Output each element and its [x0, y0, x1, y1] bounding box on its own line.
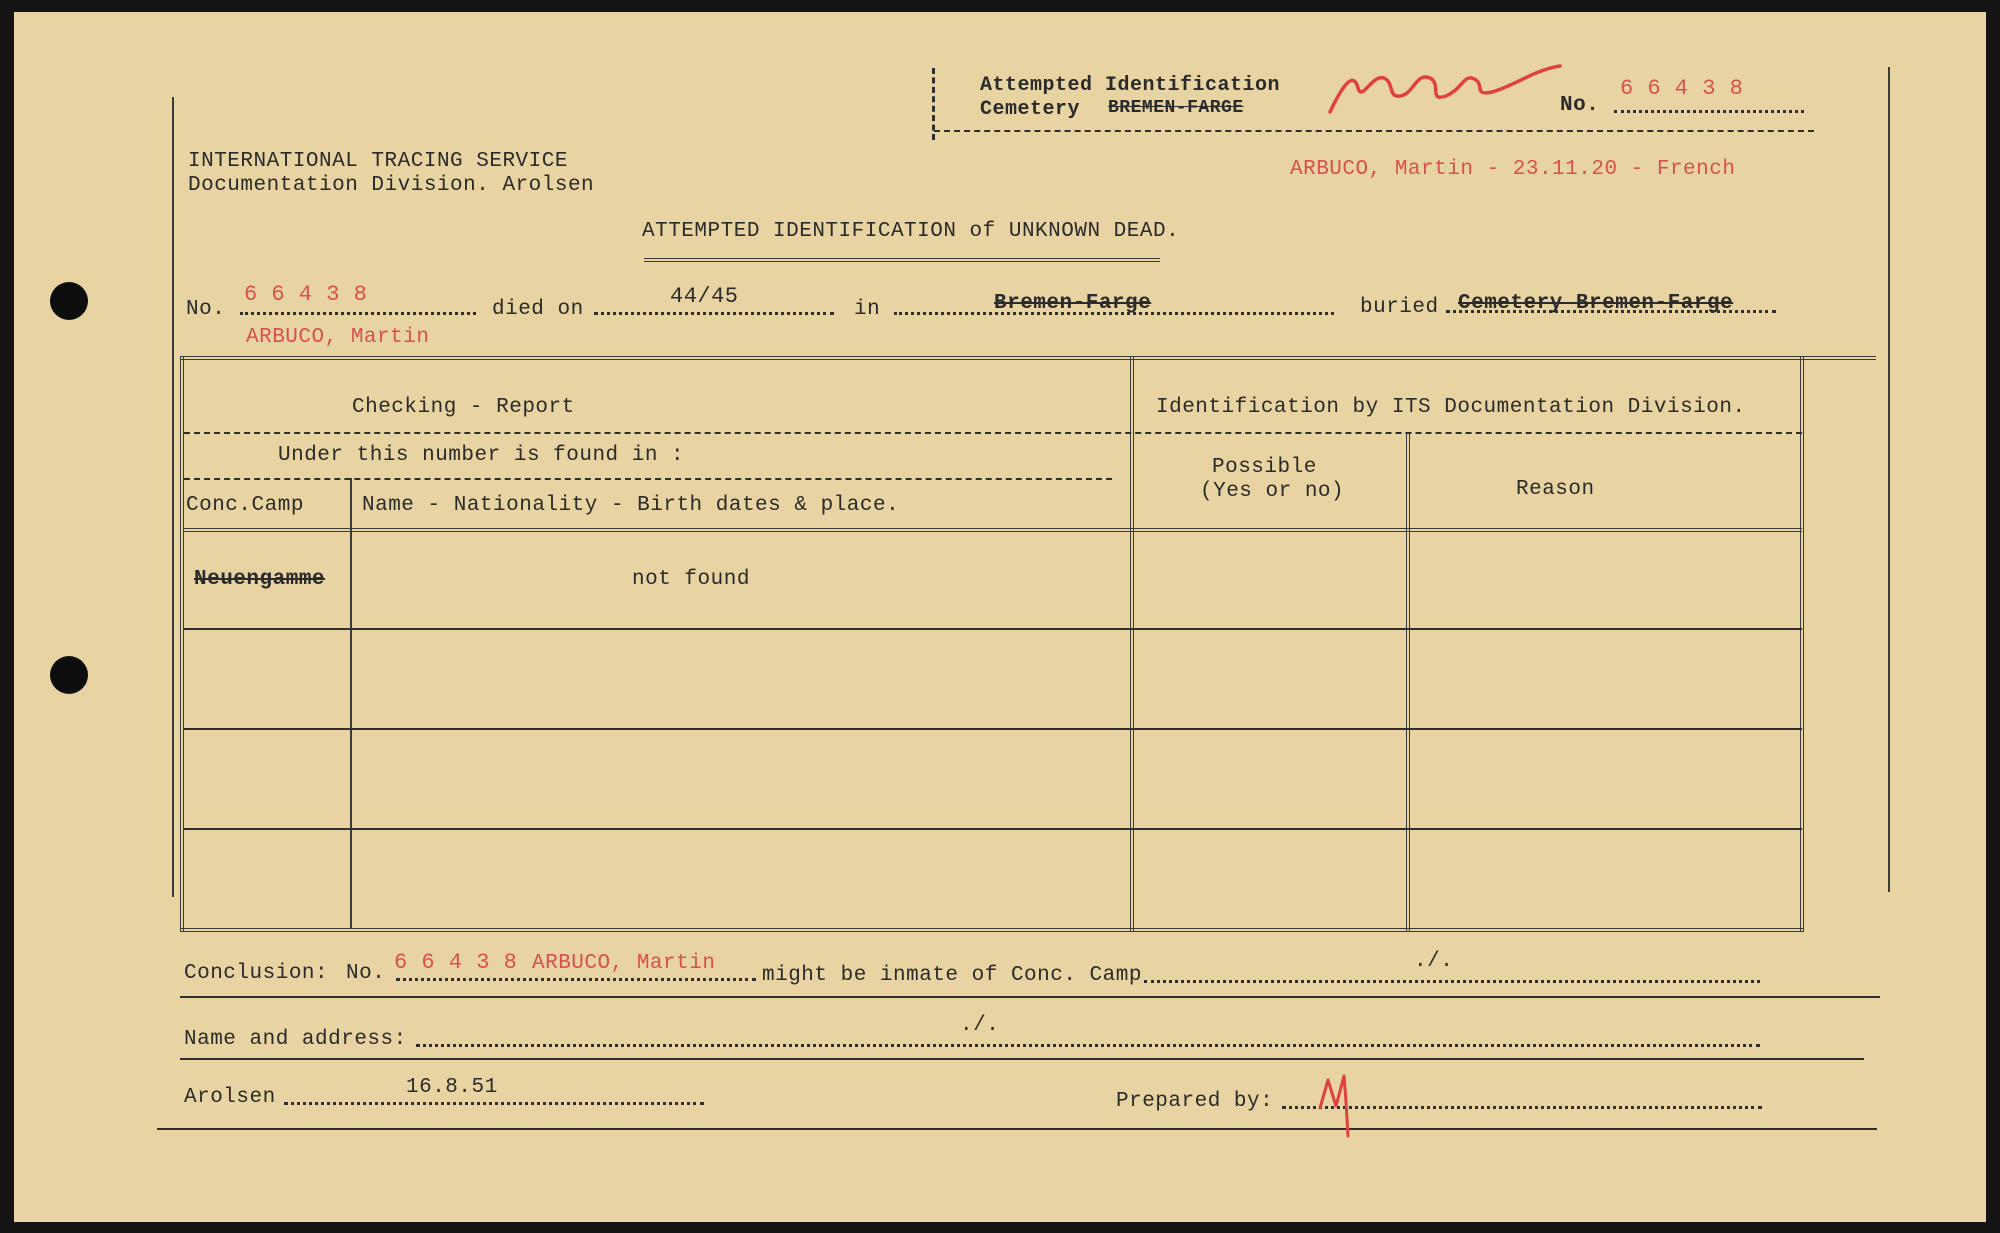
right-frame-line [1888, 67, 1890, 892]
place-label: Arolsen [184, 1086, 276, 1109]
record-name-note: ARBUCO, Martin [246, 326, 430, 349]
conclusion-camp-label: might be inmate of Conc. Camp [762, 964, 1142, 987]
col-possible-header-1: Possible [1212, 456, 1317, 479]
stamp-no-label: No. [1560, 94, 1600, 117]
stamp-cemetery-value: BREMEN-FARGE [1108, 98, 1244, 118]
title-underline [644, 258, 1160, 262]
conclusion-label: Conclusion: [184, 962, 329, 985]
table-divider-main [1130, 356, 1134, 931]
record-no-dots [240, 312, 476, 315]
name-address-dots [416, 1044, 1760, 1047]
left-frame-line [172, 97, 174, 897]
found-in-text: Under this number is found in : [278, 444, 685, 467]
col-camp-header: Conc.Camp [186, 494, 304, 517]
row-line-2 [184, 728, 1802, 730]
header-row-line [184, 432, 1802, 434]
conclusion-camp-value: ./. [1414, 950, 1454, 973]
signature-mark [1314, 1062, 1364, 1142]
found-in-line [184, 478, 1112, 480]
stamp-no-value: 6 6 4 3 8 [1620, 76, 1744, 101]
conclusion-no-label: No. [346, 962, 386, 985]
record-in-value: Bremen-Farge [994, 292, 1152, 315]
record-died-label: died on [492, 298, 584, 321]
table-left-border [180, 356, 184, 931]
stamp-box-bottom [934, 130, 1814, 132]
prepared-by-label: Prepared by: [1116, 1090, 1274, 1113]
record-buried-value: Cemetery Bremen-Farge [1458, 292, 1734, 315]
stamp-cemetery-label: Cemetery [980, 98, 1081, 121]
col-name-header: Name - Nationality - Birth dates & place. [362, 494, 900, 517]
punch-hole-bottom [50, 656, 88, 694]
record-died-value: 44/45 [670, 284, 739, 309]
org-line1: INTERNATIONAL TRACING SERVICE [188, 150, 568, 173]
document-card [14, 12, 1986, 1222]
conclusion-no-value: 6 6 4 3 8 [394, 950, 518, 975]
conclusion-name-value: ARBUCO, Martin [532, 952, 716, 975]
conclusion-camp-dots [1144, 980, 1760, 983]
handwritten-none [1324, 52, 1564, 122]
name-address-underline [180, 1058, 1864, 1060]
conclusion-no-dots [396, 978, 756, 981]
bottom-frame-line [157, 1128, 1877, 1130]
name-address-value: ./. [960, 1014, 1000, 1037]
stamp-no-dots [1614, 110, 1804, 113]
org-line2: Documentation Division. Arolsen [188, 174, 595, 197]
stamp-title: Attempted Identification [980, 74, 1281, 97]
col-reason-header: Reason [1516, 478, 1595, 501]
document-title: ATTEMPTED IDENTIFICATION of UNKNOWN DEAD. [642, 220, 1180, 243]
table-row-name: not found [632, 568, 750, 591]
record-buried-label: buried [1360, 296, 1439, 319]
punch-hole-top [50, 282, 88, 320]
row-line-3 [184, 828, 1802, 830]
record-in-label: in [854, 298, 881, 321]
table-row-camp: Neuengamme [194, 568, 326, 591]
row-line-1 [184, 628, 1802, 630]
conclusion-underline [180, 996, 1880, 998]
record-died-dots [594, 312, 834, 315]
date-dots [284, 1102, 704, 1105]
record-no-label: No. [186, 298, 226, 321]
table-right-border [1800, 356, 1804, 931]
col-possible-header-2: (Yes or no) [1200, 480, 1345, 503]
table-divider-possible [1406, 434, 1410, 931]
checking-report-header: Checking - Report [352, 396, 575, 419]
table-bottom-border [180, 928, 1804, 932]
table-divider-camp [350, 478, 352, 928]
identification-header: Identification by ITS Documentation Division. [1156, 396, 1746, 419]
name-address-label: Name and address: [184, 1028, 407, 1051]
record-no-value: 6 6 4 3 8 [244, 282, 368, 307]
column-header-line [184, 528, 1802, 532]
table-top-border [180, 356, 1876, 360]
date-value: 16.8.51 [406, 1076, 498, 1099]
person-reference: ARBUCO, Martin - 23.11.20 - French [1290, 158, 1736, 181]
